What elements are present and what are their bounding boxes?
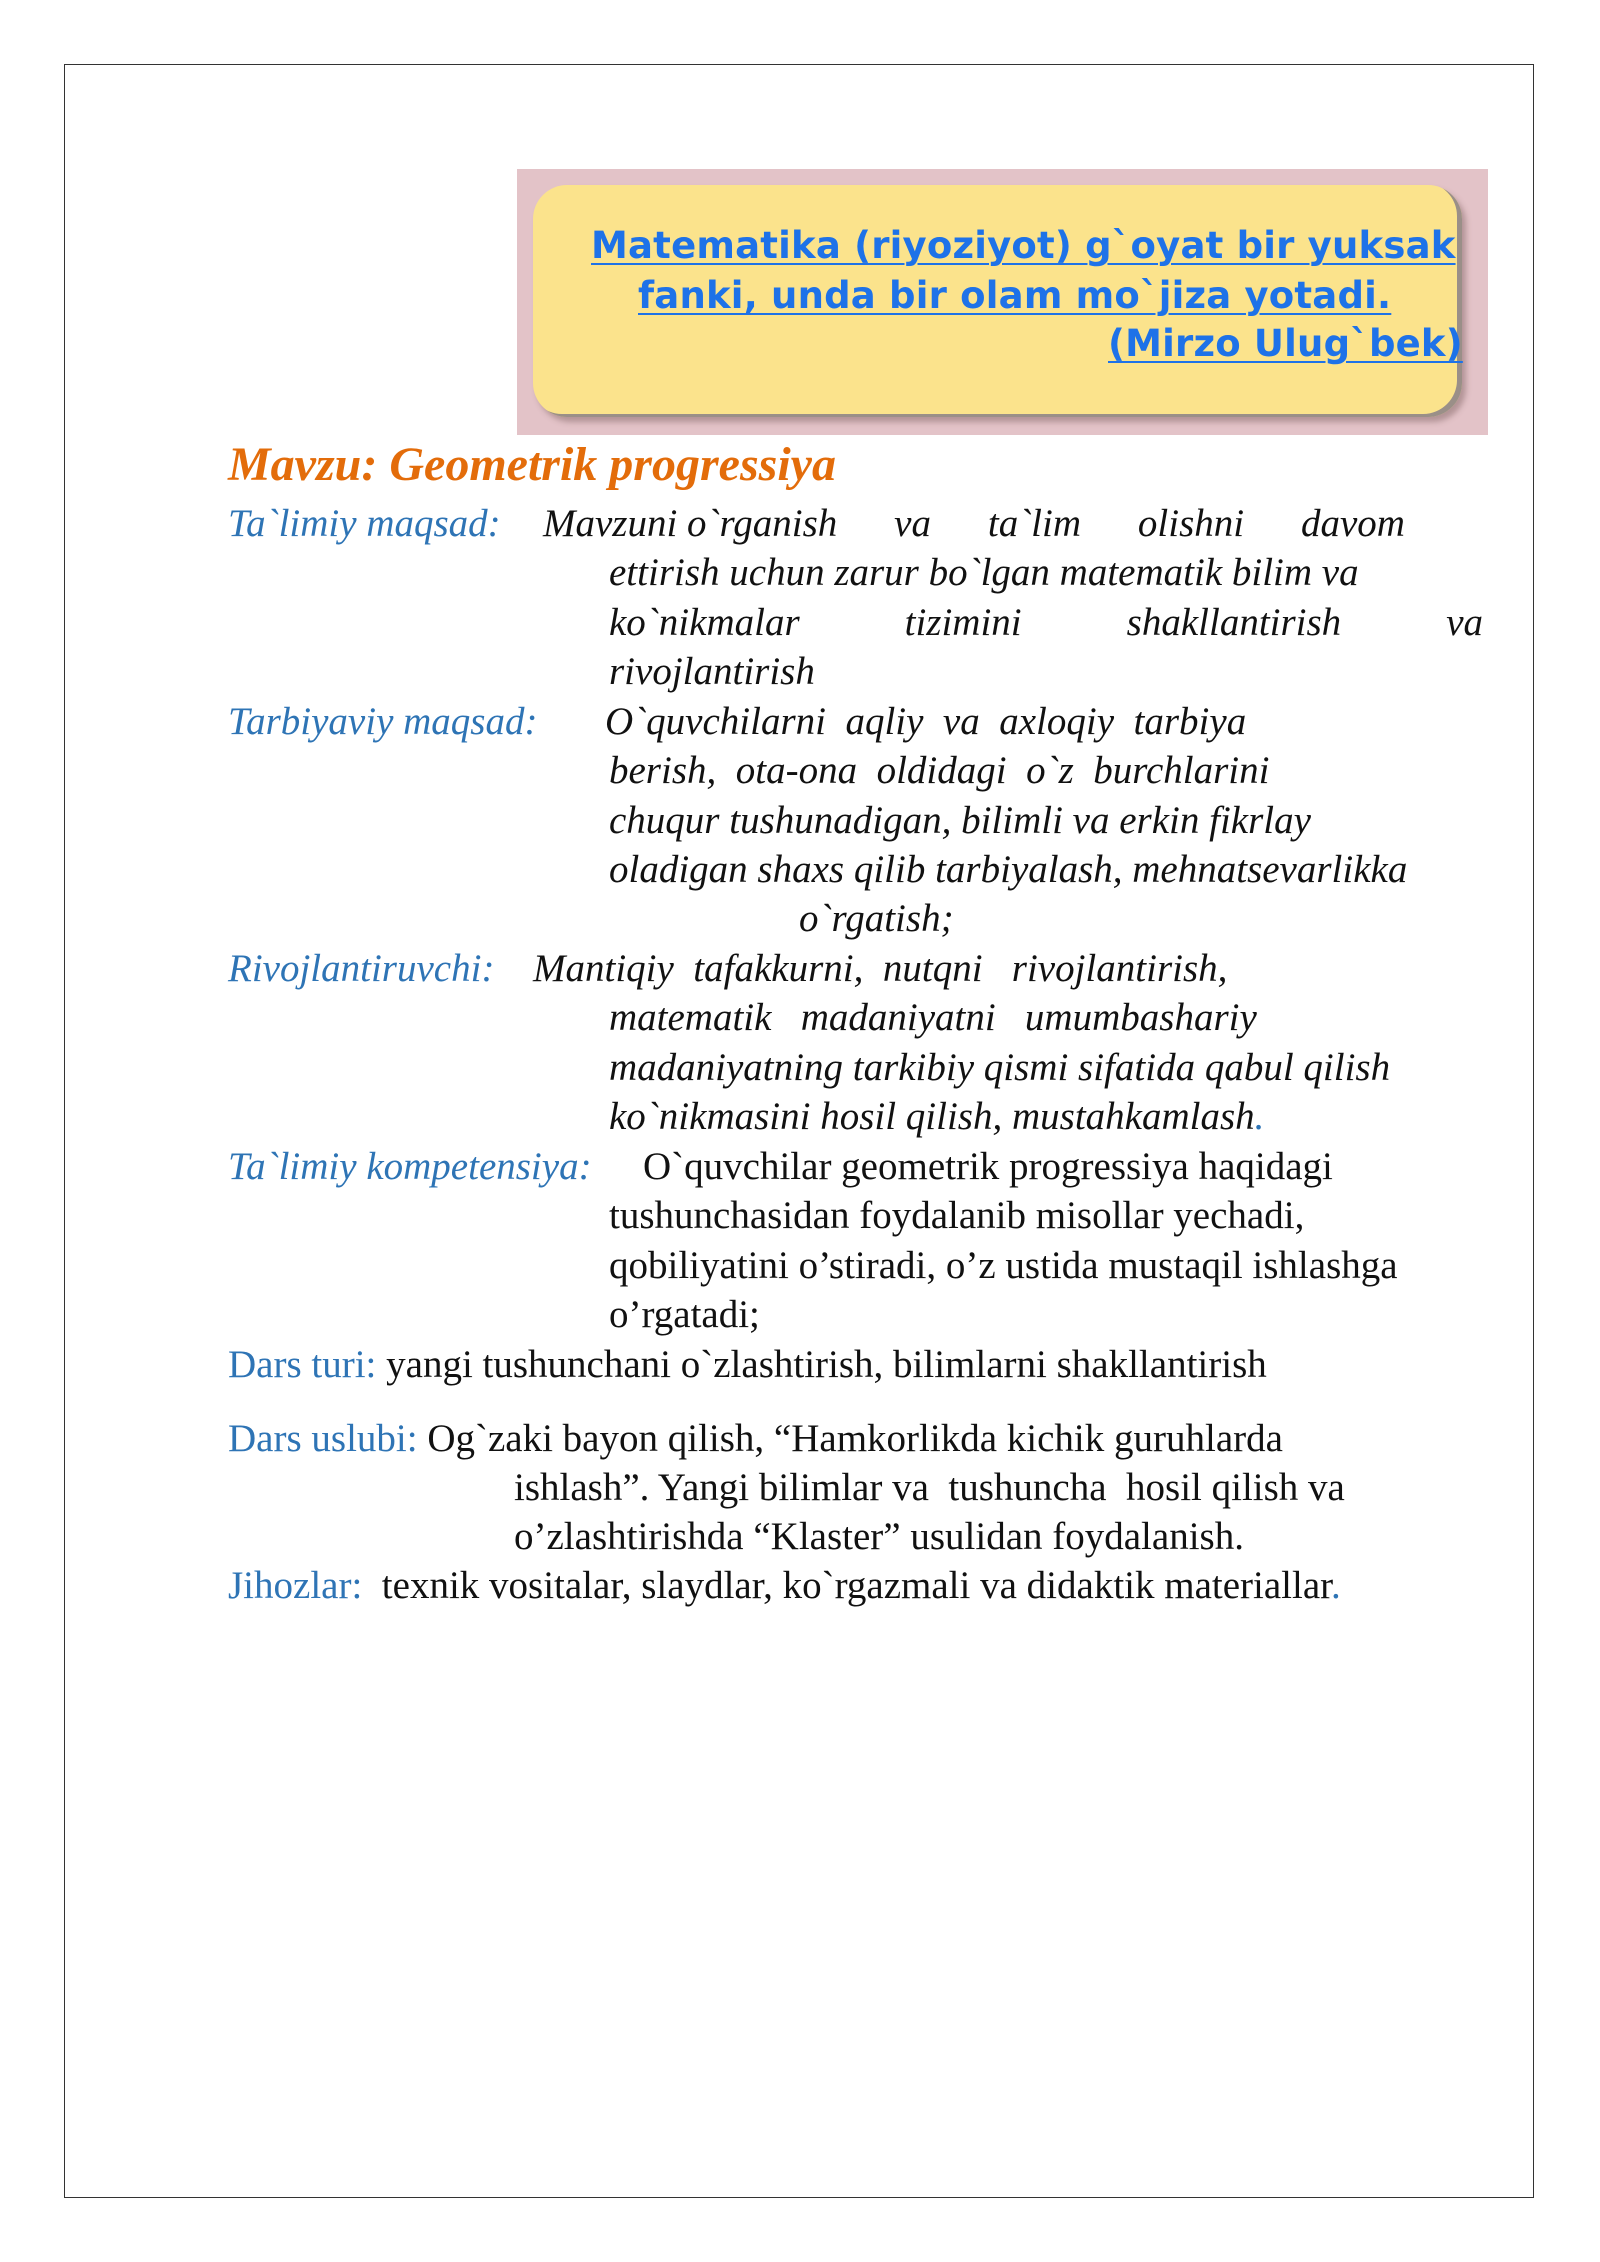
word: davom xyxy=(1300,502,1405,545)
word: shakllantirish xyxy=(1126,601,1342,644)
dars-turi-text: yangi tushunchani o`zlashtirish, bilimlarni shakllantirish xyxy=(386,1343,1267,1386)
word: ko`nikmalar xyxy=(609,601,800,644)
talimiy-kompetensiya-label: Ta`limiy kompetensiya: xyxy=(228,1145,592,1188)
talimiy-maqsad-line-3 xyxy=(609,603,1483,642)
word: Mavzuni o`rganish xyxy=(543,502,838,545)
talimiy-maqsad-line-2: ettirish uchun zarur bo`lgan matematik bilim va xyxy=(609,551,1359,594)
rivojlantiruvchi-label: Rivojlantiruvchi: xyxy=(228,947,495,990)
rivojlantiruvchi-line-2: matematik madaniyatni umumbashariy xyxy=(609,996,1257,1039)
quote-banner xyxy=(517,169,1488,435)
tarbiyaviy-maqsad-line-1: O`quvchilarni aqliy va axloqiy tarbiya xyxy=(605,700,1247,743)
talimiy-kompetensiya-line-3: qobiliyatini o’stiradi, o’z ustida mustaqil ishlashga xyxy=(609,1244,1398,1287)
dars-uslubi-label: Dars uslubi: xyxy=(228,1417,418,1460)
tarbiyaviy-maqsad-line-3: chuqur tushunadigan, bilimli va erkin fikrlay xyxy=(609,799,1311,842)
rivojlantiruvchi-line-4-text: ko`nikmasini hosil qilish, mustahkamlash xyxy=(609,1095,1255,1138)
jihozlar-text: texnik vositalar, slaydlar, ko`rgazmali va didaktik materiallar xyxy=(381,1564,1331,1607)
page-title: Mavzu: Geometrik progressiya xyxy=(228,438,836,491)
tarbiyaviy-maqsad-label: Tarbiyaviy maqsad: xyxy=(228,700,538,743)
rivojlantiruvchi-line-4-period: . xyxy=(1254,1095,1265,1138)
dars-uslubi-line-2: ishlash”. Yangi bilimlar va tushuncha hosil qilish va xyxy=(514,1466,1345,1509)
word: va xyxy=(894,502,931,545)
word: ta`lim xyxy=(987,502,1082,545)
tarbiyaviy-maqsad-line-5: o`rgatish; xyxy=(799,897,954,940)
tarbiyaviy-maqsad-line-2: berish, ota-ona oldidagi o`z burchlarini xyxy=(609,749,1270,792)
quote-author: (Mirzo Ulug`bek) xyxy=(1108,322,1463,365)
jihozlar-row xyxy=(228,1566,1341,1605)
rivojlantiruvchi-line-3: madaniyatning tarkibiy qismi sifatida qabul qilish xyxy=(609,1046,1391,1089)
rivojlantiruvchi-line-1: Mantiqiy tafakkurni, nutqni rivojlantirish, xyxy=(533,947,1228,990)
talimiy-kompetensiya-line-1: O`quvchilar geometrik progressiya haqidagi xyxy=(643,1145,1333,1188)
dars-turi-label: Dars turi: xyxy=(228,1343,377,1386)
word: va xyxy=(1446,601,1483,644)
talimiy-kompetensiya-line-4: o’rgatadi; xyxy=(609,1293,760,1336)
dars-turi-row xyxy=(228,1345,1267,1384)
talimiy-maqsad-line-4: rivojlantirish xyxy=(609,650,815,693)
quote-line-2: fanki, unda bir olam mo`jiza yotadi. xyxy=(638,274,1392,317)
tarbiyaviy-maqsad-line-4: oladigan shaxs qilib tarbiyalash, mehnatsevarlikka xyxy=(609,848,1408,891)
dars-uslubi-line-3: o’zlashtirishda “Klaster” usulidan foydalanish. xyxy=(514,1515,1244,1558)
word: tizimini xyxy=(904,601,1022,644)
quote-box xyxy=(533,185,1462,417)
quote-line-1: Matematika (riyoziyot) g`oyat bir yuksak xyxy=(591,224,1456,267)
talimiy-maqsad-line-1 xyxy=(543,504,1405,543)
word: olishni xyxy=(1137,502,1245,545)
dars-uslubi-row xyxy=(228,1419,1283,1458)
dars-uslubi-line-1: Og`zaki bayon qilish, “Hamkorlikda kichik guruhlarda xyxy=(427,1417,1283,1460)
jihozlar-period: . xyxy=(1330,1564,1341,1607)
talimiy-kompetensiya-line-2: tushunchasidan foydalanib misollar yechadi, xyxy=(609,1194,1305,1237)
talimiy-maqsad-label: Ta`limiy maqsad: xyxy=(228,502,501,545)
jihozlar-label: Jihozlar: xyxy=(228,1564,363,1607)
rivojlantiruvchi-line-4 xyxy=(609,1097,1264,1136)
